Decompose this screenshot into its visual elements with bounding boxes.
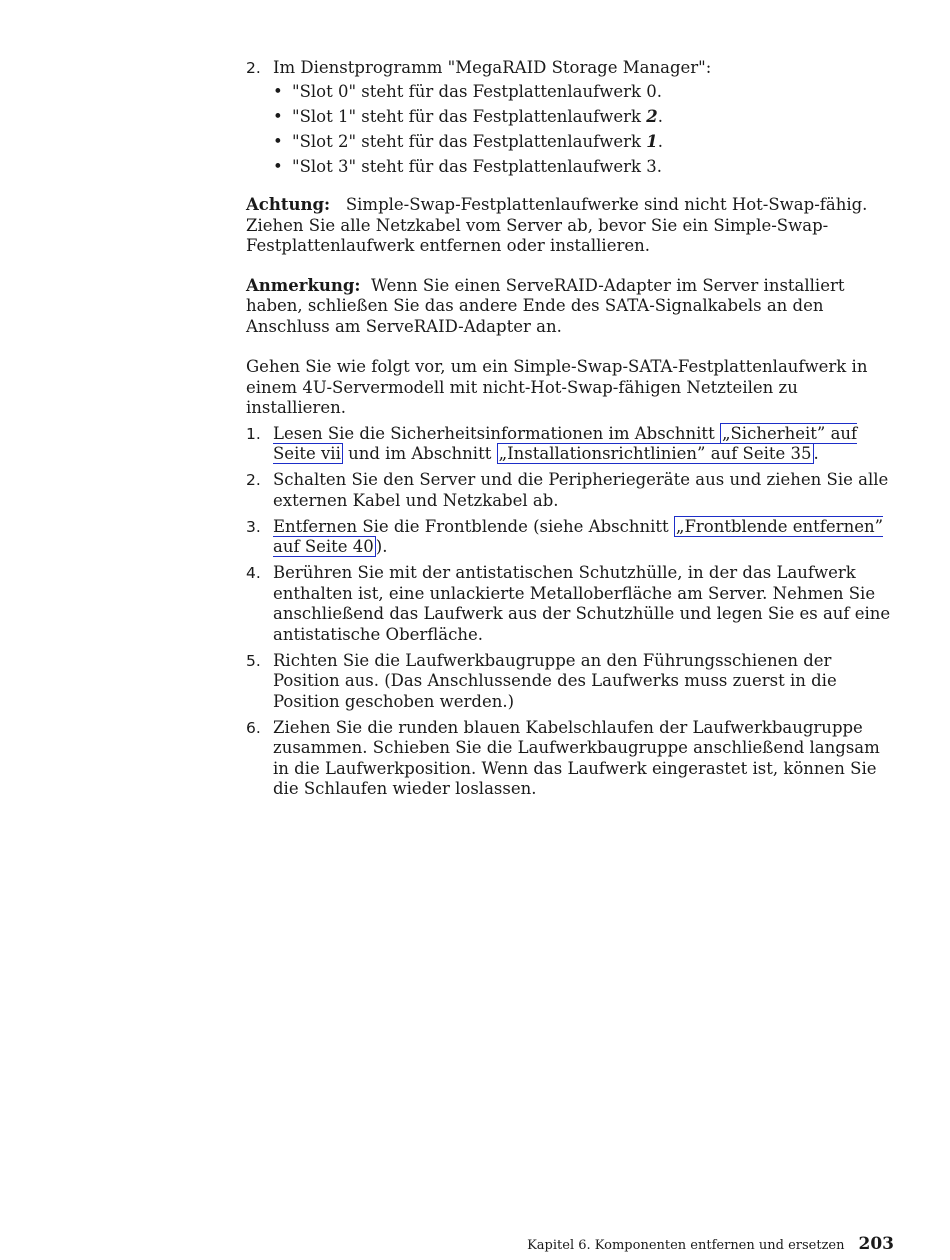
note-text: Wenn Sie einen ServeRAID-Adapter im Server installiert haben, schließen Sie das andere Ende des SATA-Signalkabels an den Anschluss am ServeRAID-Adapter an. — [246, 275, 845, 336]
list-item: • "Slot 2" steht für das Festplattenlaufwerk 1. — [273, 131, 663, 151]
step-1: 1. Lesen Sie die Sicherheitsinformationen im Abschnitt „Sicherheit” auf Seite vii und im Abschnitt „Installationsrichtlinien” auf Seite 35 . — [246, 423, 858, 463]
chapter-title: Kapitel 6. Komponenten entfernen und ersetzen — [527, 1238, 845, 1253]
page-number: 203 — [858, 1234, 894, 1254]
link-sicherheit[interactable]: „Sicherheit” auf Seite vii — [273, 423, 858, 463]
procedure-intro: Gehen Sie wie folgt vor, um ein Simple-Swap-SATA-Festplattenlaufwerk in einem 4U-Servermodell mit nicht-Hot-Swap-fähigen Netzteilen zu installieren. — [246, 357, 868, 417]
procedure-steps — [246, 424, 894, 800]
document-body — [246, 58, 894, 805]
link-frontblende-entfernen[interactable]: „Frontblende entfernen” auf Seite 40 — [273, 516, 884, 556]
list-item: • "Slot 3" steht für das Festplattenlaufwerk 3. — [273, 156, 663, 176]
note-label: Anmerkung: — [246, 275, 361, 295]
step-5: 5. Richten Sie die Laufwerkbaugruppe an den Führungsschienen der Position aus. (Das Anschlussende des Laufwerks muss zuerst in die Position geschoben werden.) — [246, 650, 837, 711]
attention-label: Achtung: — [246, 195, 331, 214]
page-footer — [527, 1234, 894, 1254]
step-number: 2. — [246, 59, 261, 77]
step-4: 4. Berühren Sie mit der antistatischen Schutzhülle, in der das Laufwerk enthalten ist, eine unlackierte Metalloberfläche am Server. Nehmen Sie anschließend das Laufwerk aus der Schutzhülle und legen Sie es auf eine antistatische Oberfläche. — [246, 563, 891, 644]
step-3: 3. Entfernen Sie die Frontblende (siehe Abschnitt „Frontblende entfernen” auf Seite 40 ). — [246, 516, 884, 556]
step-2-megaraid — [246, 58, 894, 79]
list-item: • "Slot 1" steht für das Festplattenlaufwerk 2. — [273, 106, 663, 126]
step-2: 2. Schalten Sie den Server und die Peripheriegeräte aus und ziehen Sie alle externen Kabel und Netzkabel ab. — [246, 470, 889, 510]
attention-text: Simple-Swap-Festplattenlaufwerke sind nicht Hot-Swap-fähig. Ziehen Sie alle Netzkabel vom Server ab, bevor Sie ein Simple-Swap-Festplattenlaufwerk entfernen oder installieren. — [246, 195, 868, 255]
list-item: • "Slot 0" steht für das Festplattenlaufwerk 0. — [273, 81, 663, 101]
note-notice — [246, 276, 894, 338]
step-6: 6. Ziehen Sie die runden blauen Kabelschlaufen der Laufwerkbaugruppe zusammen. Schieben Sie die Laufwerkbaugruppe anschließend langsam in die Laufwerkposition. Wenn das Laufwerk eingerastet ist, können Sie die Schlaufen wieder loslassen. — [246, 717, 880, 798]
link-installationsrichtlinien[interactable]: „Installationsrichtlinien” auf Seite 35 — [498, 444, 812, 463]
attention-notice — [246, 195, 894, 257]
step-text: Im Dienstprogramm "MegaRAID Storage Manager": — [273, 58, 712, 77]
slot-mapping-list — [246, 82, 894, 178]
